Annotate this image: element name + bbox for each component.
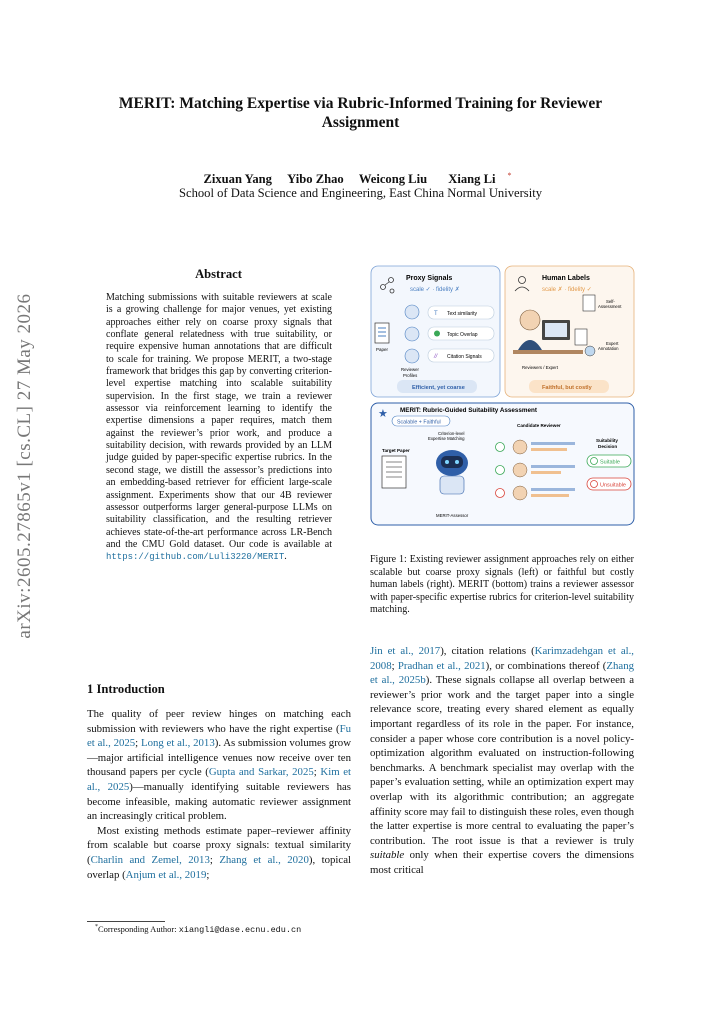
citation[interactable]: Zhang et al., 2020	[219, 853, 309, 866]
svg-text:T: T	[434, 311, 438, 317]
figure-1	[370, 265, 636, 528]
intro-paragraph-1: The quality of peer review hinges on matching each submission with reviewers who have the right expertise (Fu et al., 2025; Long et al., 2013). As submission volumes grow—major artificial intelligence venues now receive over ten thousand papers per cycle (Gupta and Sarkar, 2025; Kim et al., 2025)—manually identifying suitable reviewers has become infeasible, making automatic reviewer assignment an increasingly critical problem.	[87, 708, 352, 823]
section-heading: 1 Introduction	[87, 682, 165, 696]
footnote-rule	[87, 921, 165, 922]
unsuitable-badge: Unsuitable	[600, 482, 626, 489]
footnote: *Corresponding Author: xiangli@dase.ecnu.edu.cn	[95, 924, 302, 935]
corresponding-mark: *	[507, 171, 512, 180]
signal-text-similarity: Text similarity	[447, 311, 478, 317]
citation[interactable]: Pradhan et al., 2021	[397, 659, 486, 672]
expert-annotation-label: Expert Annotation	[598, 341, 619, 351]
proxy-badge: Efficient, yet coarse	[412, 385, 465, 391]
proxy-title: Proxy Signals	[406, 275, 453, 282]
citation[interactable]: Karimzadehgan et al., 2008	[370, 645, 635, 672]
candidate-label: Candidate Reviewer	[517, 423, 561, 428]
reviewers-expert-label: Reviewers / Expert	[522, 365, 559, 370]
svg-text://: //	[434, 354, 438, 360]
abstract-text: Matching submissions with suitable reviewers at scale is a growing challenge for major venues, yet existing approaches either rely on coarse proxy signals that conflate general relatedness with true suitability, or require expensive human annotations that are difficult to scale for training. We propose MERIT, a two-stage framework that bridges this gap by converting criterion-level expertise matching into scalable suitability supervision. In the first stage, we train a reviewer assessor via reinforcement learning to identify the expertise dimensions a paper requires, match them against the reviewer’s prior work, and produce a suitability decision, with rewards provided by an LLM judge guided by paper-specific expertise rubrics. In the second stage, we distill the assessor’s predictions into an embedding-based retriever for efficient large-scale assignment. Experiments show that our 4B reviewer assessor outperforms larger general-purpose LLMs on suitability classification, and the resulting retriever achieves state-of-the-art performance across LR-Bench and the CMU Gold dataset. Our code is available at	[106, 292, 332, 550]
code-link[interactable]: https://github.com/Luli3220/MERIT	[106, 552, 285, 563]
paper-title: MERIT: Matching Expertise via Rubric-Informed Training for Reviewer Assignment	[118, 95, 603, 131]
document-icon	[382, 456, 406, 488]
citation[interactable]: Charlin and Zemel, 2013	[90, 853, 210, 866]
intro-right-column	[370, 644, 634, 878]
reviewer-avatars	[405, 305, 419, 363]
reviewer-profiles-label: Reviewer Profiles	[401, 367, 419, 378]
human-title: Human Labels	[542, 275, 590, 282]
abstract-body: Matching submissions with suitable reviewers at scale is a growing challenge for major venues, yet existing approaches either rely on coarse proxy signals that conflate general relatedness with true suitability, or require expensive human annotations that are difficult to scale for training. We propose MERIT, a two-stage framework that bridges this gap by converting criterion-level expertise matching into scalable suitability supervision. In the first stage, we train a reviewer assessor via reinforcement learning to identify the expertise dimensions a paper requires, match them against the reviewer’s prior work, and produce a suitability decision, with rewards provided by an LLM judge guided by paper-specific expertise rubrics. In the second stage, we distill the assessor’s predictions into an embedding-based retriever for efficient large-scale assignment. Experiments show that our 4B reviewer assessor outperforms larger general-purpose LLMs on suitability classification, and the resulting retriever achieves state-of-the-art performance across LR-Bench and the CMU Gold dataset. Our code is available at https://github.com/Luli3220/MERIT.	[106, 292, 332, 563]
human-badge: Faithful, but costly	[542, 385, 592, 391]
self-assessment-label: Self-Assessment	[598, 299, 622, 309]
citation[interactable]: Zhang et al., 2025b	[370, 659, 634, 687]
intro-paragraph-2-cont: Jin et al., 2017), citation relations (Karimzadehgan et al., 2008; Pradhan et al., 2021), or combinations thereof (Zhang et al., 2025b). These signals collapse all overlap between a reviewer’s prior work and the target paper into a single relevance score, treating every shared element as equally important regardless of its role in the paper. For instance, consider a paper whose core contribution is a novel policy-optimization algorithm evaluated on instruction-following benchmarks. A benchmark specialist may overlap with the paper’s evaluation setting, while an optimization expert may overlap with its algorithmic contribution; an aggregate affinity score may fail to distinguish these roles, even though the latter expertise is more central to evaluating the paper’s contribution. The root issue is that a reviewer is truly suitable only when their expertise covers the dimensions most critical	[370, 645, 635, 876]
human-subtitle: scale ✗ · fidelity ✓	[542, 287, 592, 293]
target-paper-label: Target Paper	[382, 448, 410, 453]
checklist-icon	[583, 295, 595, 311]
author-2: Yibo Zhao	[287, 172, 344, 187]
author-3: Weicong Liu	[358, 172, 428, 187]
author-4: Xiang Li *	[448, 171, 512, 187]
assessor-label: MERIT-Assessor	[436, 513, 469, 518]
signal-citation: Citation Signals	[447, 354, 482, 360]
decision-label: Suitability Decision	[596, 438, 618, 449]
merit-title: MERIT: Rubric-Guided Suitability Assessment	[400, 407, 537, 414]
citation[interactable]: Kim et al., 2025	[87, 766, 352, 793]
proxy-subtitle: scale ✓ · fidelity ✗	[410, 287, 460, 293]
paper-icon	[375, 323, 389, 343]
star-icon: ★	[378, 408, 388, 420]
citation[interactable]: Anjum et al., 2019	[125, 868, 207, 881]
intro-left-column	[87, 707, 351, 882]
citation[interactable]: Long et al., 2013	[140, 737, 215, 750]
figure-caption: Figure 1: Existing reviewer assignment approaches rely on either scalable but coarse proxy signals (left) or faithful but costly human labels (right). MERIT (bottom) trains a reviewer assessor with paper-specific expertise rubrics for criterion-level suitability matching.	[370, 554, 634, 616]
abstract-heading: Abstract	[195, 267, 242, 281]
suitable-badge: Suitable	[600, 459, 620, 466]
citation[interactable]: Gupta and Sarkar, 2025	[208, 766, 314, 779]
author-list	[80, 171, 641, 187]
merit-subtitle: Scalable + Faithful	[397, 419, 441, 426]
robot-assessor-icon	[436, 450, 468, 494]
arxiv-stamp: arXiv:2605.27865v1 [cs.CL] 27 May 2026	[14, 293, 35, 639]
citation[interactable]: Fu et al., 2025	[87, 722, 351, 750]
criterion-label: Criterion-level Expertise Matching	[428, 431, 465, 441]
intro-paragraph-2: Most existing methods estimate paper–reviewer affinity from scalable but coarse proxy signals: textual similarity (Charlin and Zemel, 2013; Zhang et al., 2020), topical overlap (Anjum et al., 2019;	[87, 824, 351, 881]
affiliation: School of Data Science and Engineering, East China Normal University	[178, 186, 543, 200]
author-1: Zixuan Yang	[203, 172, 272, 187]
footnote-email: xiangli@dase.ecnu.edu.cn	[178, 925, 302, 935]
paper-label: Paper	[376, 347, 389, 352]
citation[interactable]: Jin et al., 2017	[370, 645, 441, 657]
signal-topic-overlap: Topic Overlap	[447, 332, 478, 338]
